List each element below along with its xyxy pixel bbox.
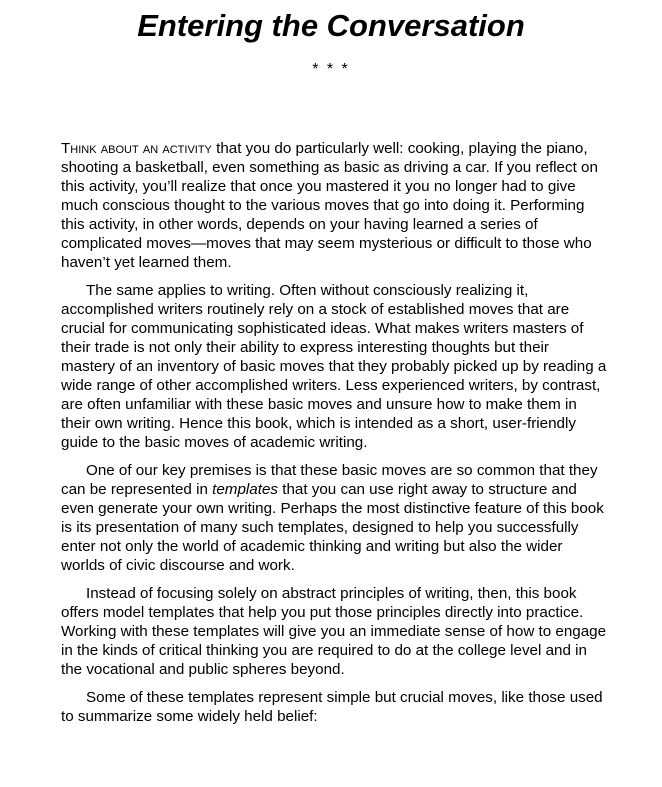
paragraph-3-before: One of our key premises is that these basic moves are so common that they can be represented in	[61, 462, 598, 498]
paragraph-lead-in: Think about an activity	[61, 140, 212, 157]
chapter-body	[61, 139, 607, 735]
paragraph-3-after: that you can use right away to structure and even generate your own writing. Perhaps the most distinctive feature of this book is its presentation of many such templates, designed to help you successfully enter not only the world of academic thinking and writing but also the wider worlds of civic discourse and work.	[61, 481, 604, 574]
section-ornament: * * *	[312, 61, 350, 78]
chapter-title: Entering the Conversation	[137, 8, 525, 43]
paragraph-2: The same applies to writing. Often without consciously realizing it, accomplished writers routinely rely on a stock of established moves that are crucial for communicating sophisticated ideas. What makes writers masters of their trade is not only their ability to express interesting thoughts but their mastery of an inventory of basic moves that they probably picked up by reading a wide range of other accomplished writers. Less experienced writers, by contrast, are often unfamiliar with these basic moves and unsure how to make them in their own writing. Hence this book, which is intended as a short, user-friendly guide to the basic moves of academic writing.	[61, 282, 607, 451]
paragraph-3	[61, 461, 607, 575]
paragraph-4: Instead of focusing solely on abstract principles of writing, then, this book offers model templates that help you put those principles directly into practice. Working with these templates will give you an immediate sense of how to engage in the kinds of critical thinking you are required to do at the college level and in the vocational and public spheres beyond.	[61, 585, 607, 678]
paragraph-1	[61, 139, 607, 272]
paragraph-5: Some of these templates represent simple but crucial moves, like those used to summarize some widely held belief:	[61, 689, 603, 725]
templates-emphasis: templates	[212, 481, 278, 498]
paragraph-1-text: that you do particularly well: cooking, playing the piano, shooting a basketball, even something as basic as driving a car. If you reflect on this activity, you’ll realize that once you mastered it you no longer had to give much conscious thought to the various moves that go into doing it. Performing this activity, in other words, depends on your having learned a series of complicated moves—moves that may seem mysterious or difficult to those who haven’t yet learned them.	[61, 140, 598, 271]
